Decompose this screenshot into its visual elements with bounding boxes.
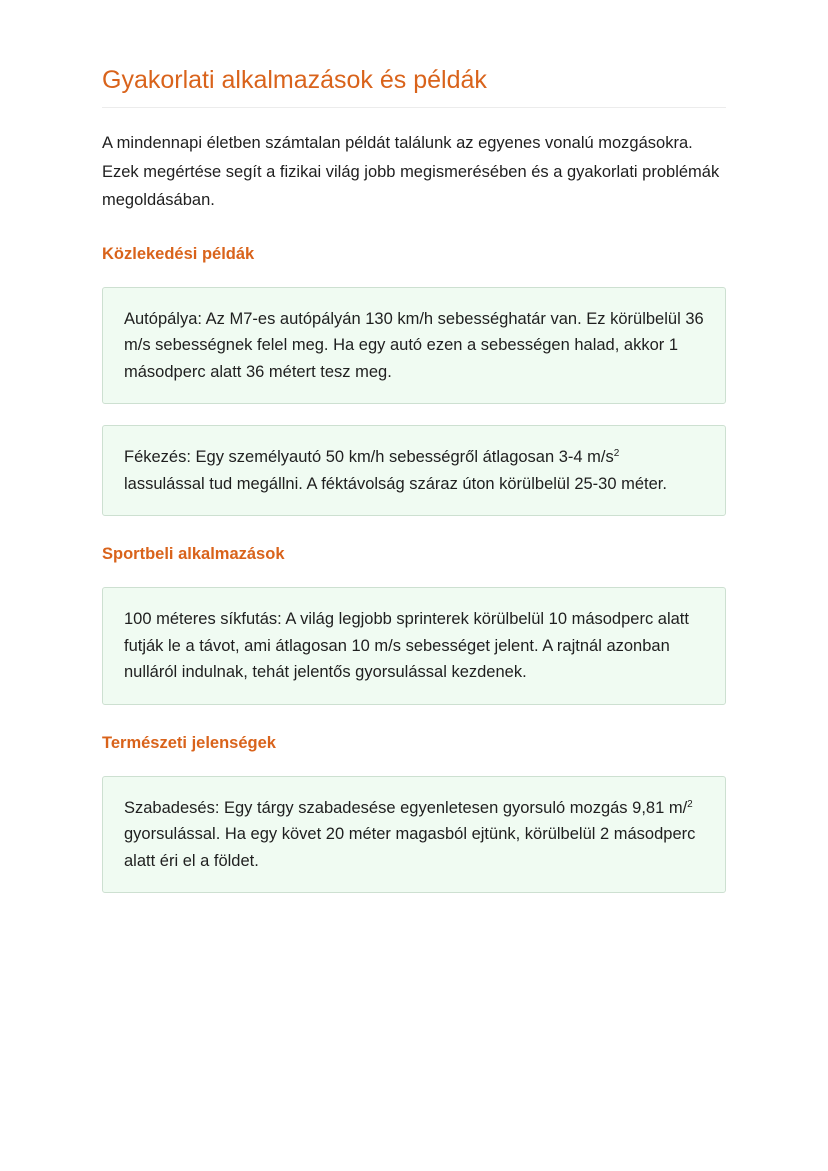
example-text-continued: gyorsulással. Ha egy követ 20 méter magasból ejtünk, körülbelül 2 másodperc alatt éri el a földet.	[124, 825, 696, 870]
intro-paragraph: A mindennapi életben számtalan példát találunk az egyenes vonalú mozgásokra. Ezek megértése segít a fizikai világ jobb megismerésében és a gyakorlati problémák megoldásában.	[102, 134, 720, 209]
section-heading-traffic: Közlekedési példák	[102, 244, 255, 263]
page-title: Gyakorlati alkalmazások és példák	[102, 60, 726, 108]
example-text: Autópálya: Az M7-es autópályán 130 km/h sebességhatár van. Ez körülbelül 36 m/s sebességnek felel meg. Ha egy autó ezen a sebességen halad, akkor 1 másodperc alatt 36 métert tesz meg.	[124, 309, 704, 381]
example-box-highway	[102, 287, 726, 405]
superscript-exponent: 2	[687, 798, 693, 810]
example-box-sprint	[102, 587, 726, 705]
example-text: Fékezés: Egy személyautó 50 km/h sebességről átlagosan 3-4 m/s	[124, 448, 614, 466]
example-box-free-fall	[102, 776, 726, 894]
document-page	[102, 60, 726, 893]
example-text-continued: lassulással tud megállni. A féktávolság száraz úton körülbelül 25-30 méter.	[124, 474, 667, 493]
section-heading-sports: Sportbeli alkalmazások	[102, 545, 285, 563]
example-text: 100 méteres síkfutás: A világ legjobb sprinterek körülbelül 10 másodperc alatt futják le a távot, ami átlagosan 10 m/s sebességet jelent. A rajtnál azonban nulláról indulnak, tehát jelentős gyorsulással kezdenek.	[124, 610, 689, 681]
superscript-exponent: 2	[613, 448, 620, 459]
example-box-braking	[102, 425, 726, 516]
section-heading-nature: Természeti jelenségek	[102, 733, 276, 752]
example-text: Szabadesés: Egy tárgy szabadesése egyenletesen gyorsuló mozgás 9,81 m/	[124, 798, 688, 817]
